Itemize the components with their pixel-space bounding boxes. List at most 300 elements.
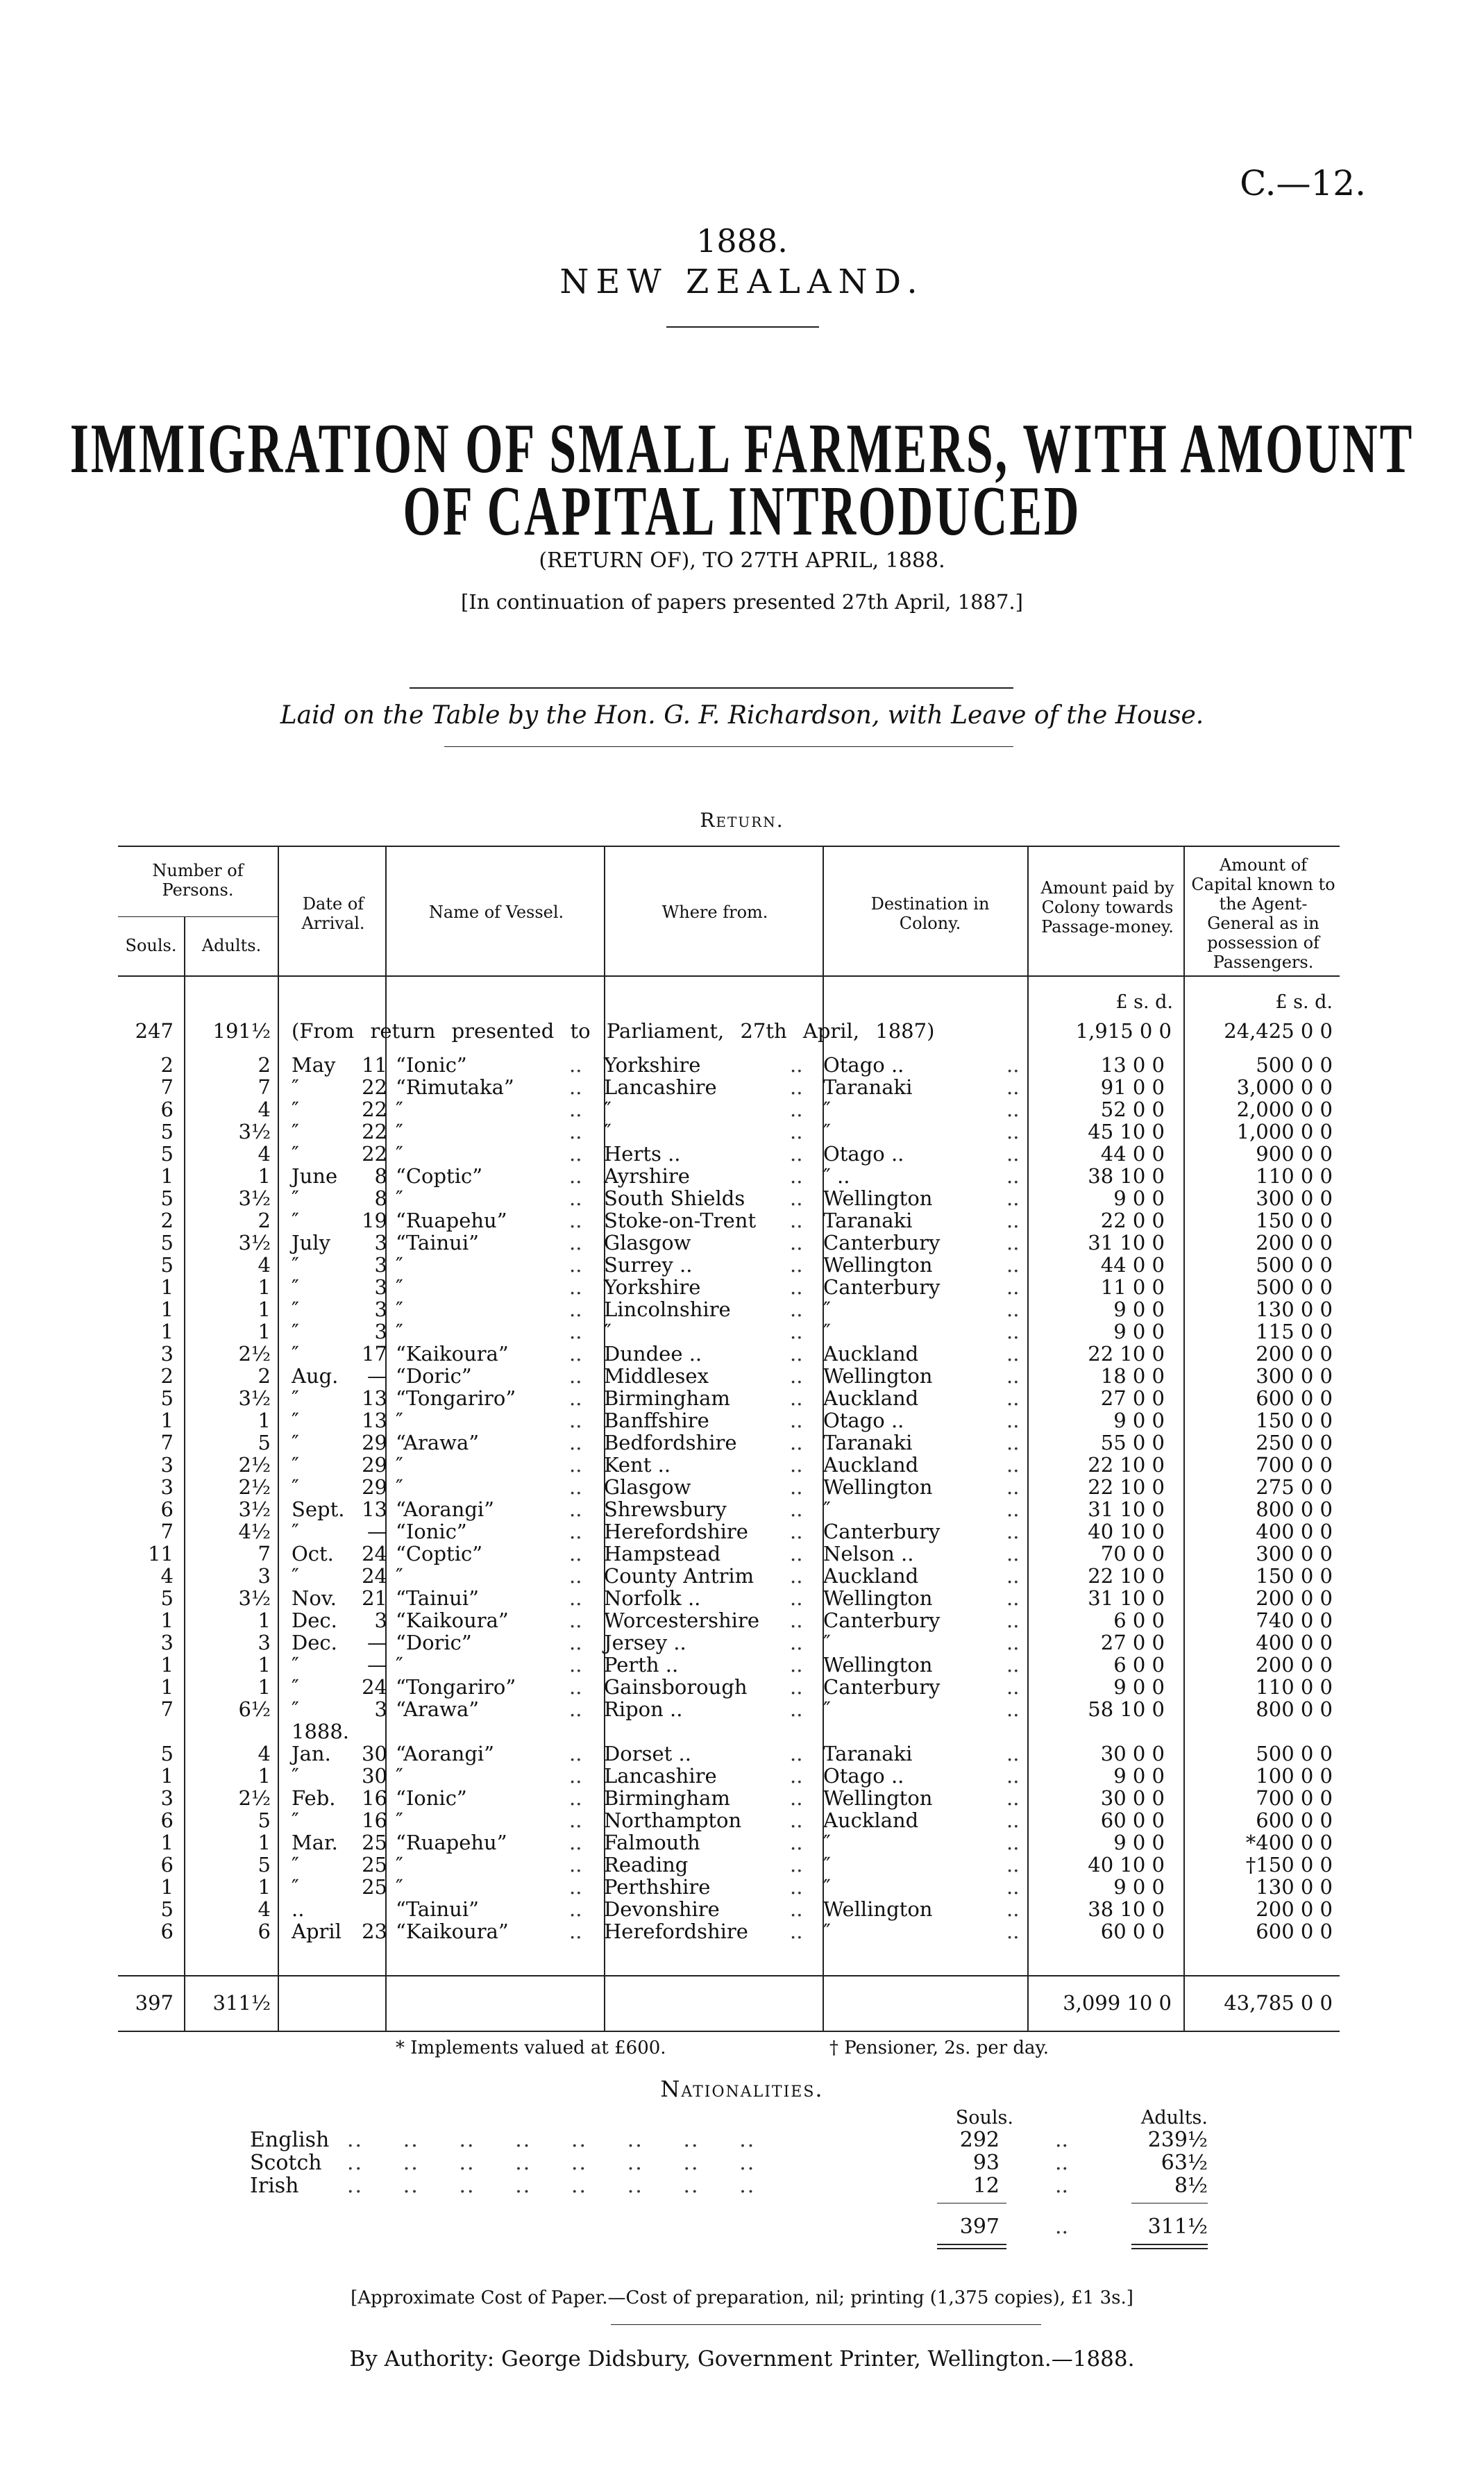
cell-souls: 7 [160,1520,174,1543]
nationalities-heading: Nationalities. [660,2076,824,2102]
leader-dots: .. [569,1542,582,1565]
leader-dots: .. [1006,1098,1020,1121]
cell-souls: 1 [160,1609,174,1632]
cell-day: 22 [362,1098,387,1121]
cell-adults: 4 [258,1742,271,1765]
table-row [118,1720,1340,1743]
leader-dots: .. [1006,1742,1020,1765]
leader-dots: .. [790,1409,803,1432]
leader-dots: .. [569,1897,582,1921]
cell-adults: 1 [258,1164,271,1188]
table-row [118,1654,1340,1676]
cell-vessel: ″ [396,1653,403,1677]
cell-capital: 150 0 0 [1256,1209,1333,1232]
cell-month: ″ [292,1320,299,1343]
cell-vessel: “Kaikoura” [396,1342,509,1366]
cell-month: ″ [292,1875,299,1899]
cell-paid: 9 0 0 [1113,1831,1165,1854]
table-row [118,1320,1340,1343]
cell-month: ″ [292,1386,299,1410]
cell-month: Feb. [292,1786,336,1810]
cell-paid: 22 10 0 [1088,1564,1165,1588]
cell-souls: 6 [160,1098,174,1121]
leader-dots: .. [569,1675,582,1699]
leader-dots: .. [1006,1386,1020,1410]
leader-dots: .. [790,1231,803,1254]
leader-dots: .. [569,1453,582,1477]
nat-double-rule [937,2244,1006,2245]
leader-dots: .. [790,1631,803,1654]
cell-capital: 400 0 0 [1256,1520,1333,1543]
cell-adults: 4 [258,1253,271,1277]
nat-double-rule [1131,2244,1208,2245]
cell-capital: *400 0 0 [1245,1831,1333,1854]
leader-dots: .. [569,1053,582,1077]
table-row [118,1098,1340,1120]
cell-from: Birmingham [604,1786,730,1810]
cell-from: Devonshire [604,1897,720,1921]
leader-dots: .. [1006,1631,1020,1654]
leader-dots: .. [1006,1275,1020,1299]
cell-vessel: ″ [396,1275,403,1299]
cell-capital: 400 0 0 [1256,1631,1333,1654]
cell-vessel: “Tainui” [396,1586,479,1610]
cell-paid: 91 0 0 [1100,1075,1165,1099]
cell-destination: ″ [823,1920,831,1943]
leader-dots: .. [790,1053,803,1077]
cell-month: ″ [292,1409,299,1432]
cell-capital: 110 0 0 [1256,1675,1333,1699]
cell-destination: Auckland [823,1453,919,1477]
cell-souls: 6 [160,1808,174,1832]
cell-souls: 1 [160,1164,174,1188]
table-row [118,1409,1340,1432]
leader-dots: .. [790,1342,803,1366]
leader-dots: .. [569,1253,582,1277]
cell-paid: 30 0 0 [1100,1742,1165,1765]
leader-dots: .. [569,1697,582,1721]
leader-dots: .. .. .. .. .. .. .. .. [347,2174,756,2198]
leader-dots: .. [569,1831,582,1854]
cell-vessel: “Tainui” [396,1231,479,1254]
leader-dots: .. [790,1653,803,1677]
leader-dots: .. [1006,1298,1020,1321]
leader-dots: .. [790,1120,803,1143]
cell-day: 24 [362,1542,387,1565]
leader-dots: .. [790,1675,803,1699]
cell-adults: 4 [258,1897,271,1921]
cell-adults: 3½ [238,1120,271,1143]
cell-souls: 1 [160,1409,174,1432]
leader-dots: .. [790,1764,803,1788]
table-row [118,1609,1340,1631]
cell-month: July [292,1231,330,1254]
table-row [118,1120,1340,1143]
cell-month: Nov. [292,1586,337,1610]
cell-month: ″ [292,1520,299,1543]
leader-dots: .. [790,1920,803,1943]
total-souls: 397 [135,1991,174,2015]
leader-dots: .. [1006,1253,1020,1277]
cell-paid: 9 0 0 [1113,1320,1165,1343]
cell-from: Glasgow [604,1475,691,1499]
cell-adults: 3½ [238,1497,271,1521]
cell-destination: Canterbury [823,1675,941,1699]
cell-paid: 22 10 0 [1088,1342,1165,1366]
header-adults: Adults. [201,936,262,955]
cell-vessel: ″ [396,1409,403,1432]
leader-dots: .. [569,1275,582,1299]
table-row [118,1565,1340,1587]
cell-day: — [367,1364,387,1388]
leader-dots: .. [790,1298,803,1321]
cell-paid: 31 10 0 [1088,1497,1165,1521]
cell-day: 24 [362,1564,387,1588]
cell-destination: ″ [823,1320,831,1343]
cell-vessel: ″ [396,1853,403,1877]
table-row [118,1854,1340,1876]
table-row [118,1232,1340,1254]
cell-from: Gainsborough [604,1675,748,1699]
cell-capital: 130 0 0 [1256,1875,1333,1899]
leader-dots: .. [1006,1609,1020,1632]
table-row [118,1143,1340,1165]
cell-day: 25 [362,1831,387,1854]
leader-dots: .. [569,1142,582,1166]
cell-from: Herefordshire [604,1520,748,1543]
cell-paid: 9 0 0 [1113,1186,1165,1210]
cell-destination: Wellington [823,1586,933,1610]
cell-vessel: ″ [396,1253,403,1277]
table-row [118,1698,1340,1720]
cell-destination: Taranaki [823,1431,913,1454]
leader-dots: .. [569,1186,582,1210]
cell-destination: Auckland [823,1342,919,1366]
cell-adults: 3½ [238,1186,271,1210]
cell-destination: Taranaki [823,1075,913,1099]
leader-dots: .. [790,1875,803,1899]
leader-dots: .. [1006,1831,1020,1854]
cell-destination: Otago .. [823,1764,904,1788]
cell-souls: 7 [160,1697,174,1721]
cell-paid: 55 0 0 [1100,1431,1165,1454]
cell-month: Sept. [292,1497,345,1521]
cell-souls: 2 [160,1209,174,1232]
cell-destination: Canterbury [823,1231,941,1254]
table-row [118,1743,1340,1765]
cell-souls: 3 [160,1453,174,1477]
cell-day: 13 [362,1409,387,1432]
first-row-capital: 24,425 0 0 [1224,1019,1333,1043]
table-row [118,1276,1340,1298]
cell-vessel: ″ [396,1453,403,1477]
leader-dots: .. [790,1386,803,1410]
cell-from: Dundee .. [604,1342,702,1366]
cell-destination: Wellington [823,1186,933,1210]
leader-dots: .. [1006,1808,1020,1832]
cell-month: June [292,1164,338,1188]
divider [410,687,1013,689]
cell-vessel: “Ionic” [396,1053,467,1077]
document-year: 1888. [696,222,788,260]
cell-souls: 1 [160,1275,174,1299]
cell-adults: 4½ [238,1520,271,1543]
table-row [118,1476,1340,1498]
leader-dots: .. [569,1320,582,1343]
cell-vessel: “Tainui” [396,1897,479,1921]
cell-vessel: ″ [396,1098,403,1121]
subtitle: (RETURN OF), TO 27TH APRIL, 1888. [539,548,945,573]
table-row [118,1298,1340,1320]
cell-souls: 5 [160,1120,174,1143]
cell-capital: 300 0 0 [1256,1542,1333,1565]
cell-from: Ayrshire [604,1164,690,1188]
table-row [118,1631,1340,1654]
cell-from: Falmouth [604,1831,700,1854]
cell-capital: 115 0 0 [1256,1320,1333,1343]
cell-month: Dec. [292,1609,337,1632]
cell-paid: 6 0 0 [1113,1609,1165,1632]
cell-paid: 30 0 0 [1100,1786,1165,1810]
cell-paid: 31 10 0 [1088,1231,1165,1254]
header-destination: Destination in Colony. [870,894,990,933]
nat-double-rule [1131,2248,1208,2249]
cell-month: Jan. [292,1742,331,1765]
cell-day: — [367,1631,387,1654]
cell-capital: 250 0 0 [1256,1431,1333,1454]
authority-line: By Authority: George Didsbury, Government Printer, Wellington.—1888. [349,2347,1135,2372]
cell-capital: 800 0 0 [1256,1697,1333,1721]
table-rows [118,1054,1340,1942]
leader-dots: .. [1006,1897,1020,1921]
leader-dots: .. [569,1920,582,1943]
table-row [118,1520,1340,1543]
cell-adults: 3½ [238,1586,271,1610]
cell-month: ″ [292,1808,299,1832]
cell-month: ″ [292,1209,299,1232]
cell-souls: 1 [160,1764,174,1788]
cell-vessel: “Tongariro” [396,1386,516,1410]
cell-from: Herts .. [604,1142,681,1166]
cell-paid: 6 0 0 [1113,1653,1165,1677]
cell-destination: ″ [823,1853,831,1877]
cell-destination: ″ [823,1831,831,1854]
cell-vessel: ″ [396,1142,403,1166]
table-row [118,1787,1340,1809]
cell-vessel: “Doric” [396,1364,472,1388]
cell-adults: 5 [258,1853,271,1877]
persons-subrule [118,916,278,917]
cell-from: Birmingham [604,1386,730,1410]
table-row [118,1587,1340,1609]
nat-adults-head: Adults. [1140,2107,1208,2129]
cell-adults: 1 [258,1320,271,1343]
leader-dots: .. [790,1808,803,1832]
cell-day: 30 [362,1742,387,1765]
cell-vessel: “Arawa” [396,1697,480,1721]
cell-year: 1888. [292,1720,350,1743]
cell-paid: 38 10 0 [1088,1164,1165,1188]
cell-from: Ripon .. [604,1697,683,1721]
cell-adults: 7 [258,1542,271,1565]
table-row [118,1809,1340,1831]
table-row [118,1343,1340,1365]
leader-dots: .. [790,1320,803,1343]
cell-month: Oct. [292,1542,334,1565]
cell-vessel: “Ruapehu” [396,1831,507,1854]
leader-dots: .. [1006,1564,1020,1588]
cell-souls: 5 [160,1386,174,1410]
cell-day: — [367,1653,387,1677]
cell-vessel: ″ [396,1186,403,1210]
table-bottom-rule [118,2031,1340,2032]
cell-souls: 7 [160,1075,174,1099]
cell-from: Shrewsbury [604,1497,727,1521]
cell-day: 3 [374,1231,387,1254]
table-row [118,1765,1340,1787]
cell-adults: 2½ [238,1342,271,1366]
header-from: Where from. [661,903,768,922]
cell-paid: 40 10 0 [1088,1853,1165,1877]
cell-adults: 2 [258,1209,271,1232]
cell-paid: 27 0 0 [1100,1386,1165,1410]
title-line-1: IMMIGRATION OF SMALL FARMERS, WITH AMOUNT [69,410,1415,489]
nat-name: English [250,2128,330,2152]
cell-destination: ″ [823,1697,831,1721]
leader-dots: .. [569,1386,582,1410]
leader-dots: .. [569,1609,582,1632]
table-row [118,1543,1340,1565]
cell-paid: 22 10 0 [1088,1475,1165,1499]
cell-souls: 6 [160,1497,174,1521]
nat-name: Scotch [250,2151,322,2175]
table-row [118,1254,1340,1276]
cell-day: 17 [362,1342,387,1366]
cell-paid: 58 10 0 [1088,1697,1165,1721]
cell-destination: Wellington [823,1253,933,1277]
leader-dots: .. [1055,2151,1069,2175]
leader-dots: .. [569,1786,582,1810]
leader-dots: .. [790,1186,803,1210]
cell-paid: 9 0 0 [1113,1409,1165,1432]
cell-capital: 600 0 0 [1256,1808,1333,1832]
nat-double-rule [937,2248,1006,2249]
leader-dots: .. [569,1342,582,1366]
cell-day: 29 [362,1475,387,1499]
nat-total-souls: 397 [959,2215,1000,2239]
leader-dots: .. [1006,1853,1020,1877]
cell-from: Worcestershire [604,1609,759,1632]
leader-dots: .. [790,1209,803,1232]
nat-total-adults: 311½ [1147,2215,1208,2239]
leader-dots: .. [790,1497,803,1521]
cell-month: May [292,1053,336,1077]
cell-souls: 5 [160,1742,174,1765]
table-row [118,1432,1340,1454]
leader-dots: .. [1006,1697,1020,1721]
cell-capital: 150 0 0 [1256,1409,1333,1432]
leader-dots: .. [1055,2174,1069,2198]
cell-souls: 5 [160,1142,174,1166]
country-heading: NEW ZEALAND. [559,262,925,301]
cell-paid: 22 0 0 [1100,1209,1165,1232]
cell-paid: 18 0 0 [1100,1364,1165,1388]
cell-day: 25 [362,1875,387,1899]
leader-dots: .. [790,1164,803,1188]
cell-destination: ″ [823,1120,831,1143]
leader-dots: .. .. .. .. .. .. .. .. [347,2151,756,2175]
cell-from: Hampstead [604,1542,721,1565]
cell-month: ″ [292,1453,299,1477]
cell-month: ″ [292,1142,299,1166]
leader-dots: .. [790,1475,803,1499]
cell-souls: 11 [148,1542,174,1565]
cell-souls: 1 [160,1320,174,1343]
cell-from: Northampton [604,1808,742,1832]
cell-from: Glasgow [604,1231,691,1254]
leader-dots: .. [569,1298,582,1321]
cell-paid: 44 0 0 [1100,1142,1165,1166]
leader-dots: .. [569,1364,582,1388]
cell-vessel: ″ [396,1564,403,1588]
cell-destination: ″ [823,1875,831,1899]
leader-dots: .. [1006,1520,1020,1543]
leader-dots: .. [1006,1475,1020,1499]
leader-dots: .. [1006,1764,1020,1788]
leader-dots: .. [569,1164,582,1188]
cost-of-paper-note: [Approximate Cost of Paper.—Cost of preparation, nil; printing (1,375 copies), £1 3s.] [351,2287,1133,2308]
leader-dots: .. [1006,1586,1020,1610]
cell-adults: 7 [258,1075,271,1099]
cell-month: ″ [292,1253,299,1277]
leader-dots: .. [790,1453,803,1477]
cell-capital: 500 0 0 [1256,1742,1333,1765]
cell-month: ″ [292,1075,299,1099]
header-vessel: Name of Vessel. [428,903,564,922]
cell-adults: 4 [258,1142,271,1166]
cell-souls: 5 [160,1253,174,1277]
leader-dots: .. [790,1364,803,1388]
cell-day: 21 [362,1586,387,1610]
table-row [118,1165,1340,1187]
cell-adults: 1 [258,1675,271,1699]
cell-souls: 1 [160,1875,174,1899]
cell-destination: ″ [823,1497,831,1521]
cell-adults: 1 [258,1764,271,1788]
cell-souls: 2 [160,1364,174,1388]
leader-dots: .. [1006,1653,1020,1677]
cell-month: Aug. [292,1364,339,1388]
cell-adults: 3½ [238,1231,271,1254]
leader-dots: .. [569,1209,582,1232]
leader-dots: .. [569,1853,582,1877]
cell-destination: Taranaki [823,1742,913,1765]
cell-capital: 200 0 0 [1256,1586,1333,1610]
cell-day: 8 [374,1186,387,1210]
cell-capital: †150 0 0 [1245,1853,1333,1877]
cell-day: 29 [362,1453,387,1477]
cell-month: ″ [292,1764,299,1788]
leader-dots: .. [1006,1120,1020,1143]
nat-adults: 8½ [1174,2174,1208,2198]
footnote-pensioner: † Pensioner, 2s. per day. [829,2038,1049,2058]
cell-souls: 1 [160,1831,174,1854]
cell-destination: Otago .. [823,1053,904,1077]
cell-destination: Canterbury [823,1275,941,1299]
cell-capital: 740 0 0 [1256,1609,1333,1632]
cell-paid: 40 10 0 [1088,1520,1165,1543]
cell-from: Surrey .. [604,1253,693,1277]
